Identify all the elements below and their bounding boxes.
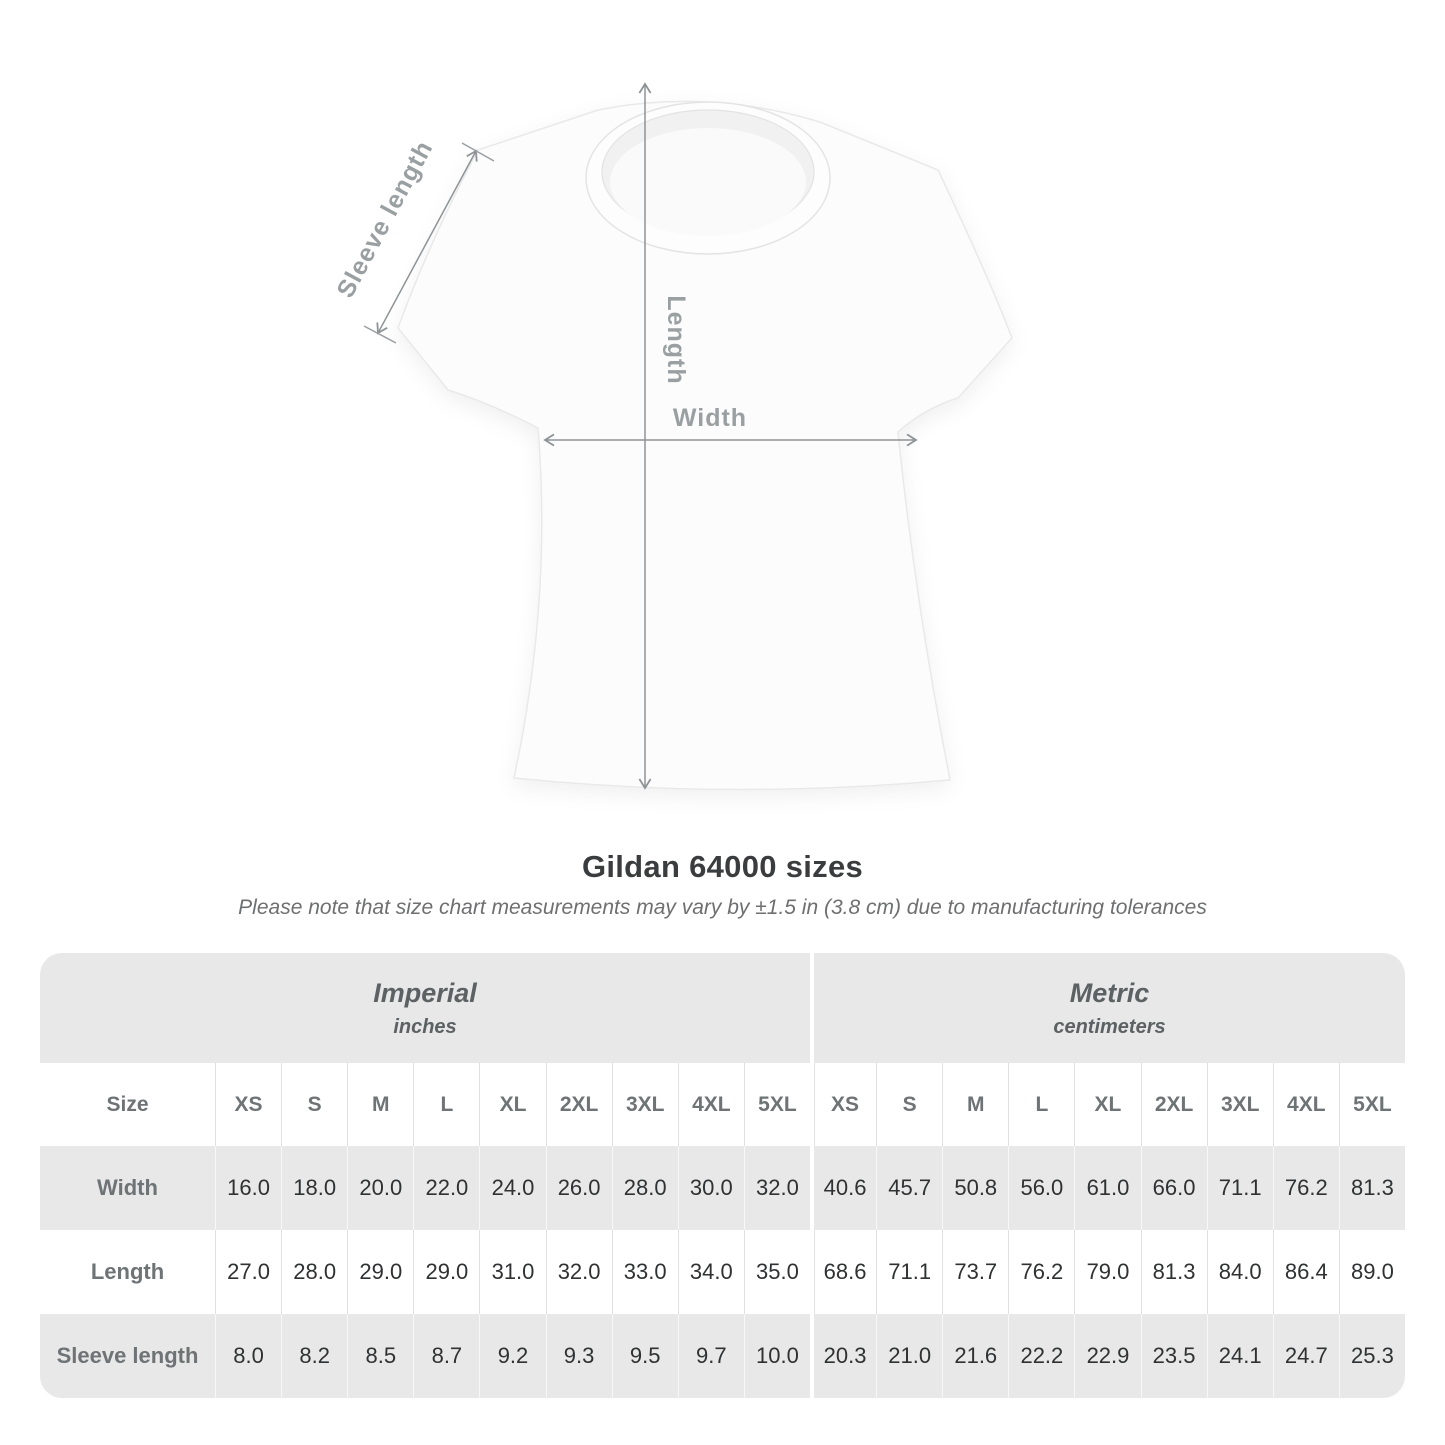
- measure-rows: [40, 1146, 1405, 1398]
- imperial-label: Imperial: [373, 977, 477, 1008]
- cell-sleeve-length-metric-4xl: 24.7: [1273, 1314, 1339, 1398]
- size-col-imperial-l: L: [413, 1063, 479, 1146]
- size-table-container: [40, 953, 1405, 1398]
- cell-width-metric-m: 50.8: [942, 1146, 1008, 1230]
- size-col-imperial-3xl: 3XL: [612, 1063, 678, 1146]
- tolerance-note: Please note that size chart measurements may vary by ±1.5 in (3.8 cm) due to manufacturing tolerances: [238, 896, 1207, 919]
- cell-sleeve-length-metric-m: 21.6: [942, 1314, 1008, 1398]
- cell-width-imperial-xl: 24.0: [479, 1146, 545, 1230]
- cell-sleeve-length-metric-2xl: 23.5: [1141, 1314, 1207, 1398]
- size-col-imperial-s: S: [281, 1063, 347, 1146]
- size-col-metric-2xl: 2XL: [1141, 1063, 1207, 1146]
- cell-width-metric-5xl: 81.3: [1339, 1146, 1405, 1230]
- cell-length-metric-xl: 79.0: [1074, 1230, 1140, 1314]
- cell-length-metric-2xl: 81.3: [1141, 1230, 1207, 1314]
- size-col-metric-xs: XS: [810, 1063, 876, 1146]
- size-col-imperial-m: M: [347, 1063, 413, 1146]
- cell-length-metric-3xl: 84.0: [1207, 1230, 1273, 1314]
- cell-width-metric-xs: 40.6: [810, 1146, 876, 1230]
- cell-length-metric-l: 76.2: [1008, 1230, 1074, 1314]
- cell-length-imperial-xl: 31.0: [479, 1230, 545, 1314]
- cell-width-imperial-m: 20.0: [347, 1146, 413, 1230]
- cell-length-imperial-2xl: 32.0: [546, 1230, 612, 1314]
- imperial-unit: inches: [393, 1015, 457, 1038]
- unit-group-row: [40, 953, 1405, 1063]
- page-title: Gildan 64000 sizes: [581, 849, 864, 884]
- cell-sleeve-length-imperial-l: 8.7: [413, 1314, 479, 1398]
- table-row-sleeve-length: [40, 1314, 1405, 1398]
- tshirt-photo: [398, 101, 1012, 789]
- table-row-length: [40, 1230, 1405, 1314]
- cell-length-imperial-5xl: 35.0: [744, 1230, 810, 1314]
- cell-sleeve-length-imperial-3xl: 9.5: [612, 1314, 678, 1398]
- cell-sleeve-length-metric-5xl: 25.3: [1339, 1314, 1405, 1398]
- cell-length-metric-m: 73.7: [942, 1230, 1008, 1314]
- cell-sleeve-length-metric-xs: 20.3: [810, 1314, 876, 1398]
- cell-width-imperial-s: 18.0: [281, 1146, 347, 1230]
- cell-width-metric-l: 56.0: [1008, 1146, 1074, 1230]
- cell-width-imperial-l: 22.0: [413, 1146, 479, 1230]
- cell-length-imperial-m: 29.0: [347, 1230, 413, 1314]
- cell-sleeve-length-metric-s: 21.0: [876, 1314, 942, 1398]
- cell-sleeve-length-imperial-xl: 9.2: [479, 1314, 545, 1398]
- cell-width-imperial-4xl: 30.0: [678, 1146, 744, 1230]
- size-col-metric-5xl: 5XL: [1339, 1063, 1405, 1146]
- row-label-length: Length: [40, 1230, 215, 1314]
- length-label: Length: [662, 295, 690, 385]
- size-col-metric-xl: XL: [1074, 1063, 1140, 1146]
- cell-length-metric-5xl: 89.0: [1339, 1230, 1405, 1314]
- imperial-group-header: [40, 953, 810, 1063]
- width-label: Width: [672, 404, 748, 432]
- metric-group-header: [810, 953, 1405, 1063]
- cell-length-imperial-xs: 27.0: [215, 1230, 281, 1314]
- cell-sleeve-length-imperial-2xl: 9.3: [546, 1314, 612, 1398]
- cell-length-imperial-4xl: 34.0: [678, 1230, 744, 1314]
- row-label-width: Width: [40, 1146, 215, 1230]
- cell-width-metric-s: 45.7: [876, 1146, 942, 1230]
- cell-length-metric-s: 71.1: [876, 1230, 942, 1314]
- size-table: [40, 953, 1405, 1398]
- size-col-metric-4xl: 4XL: [1273, 1063, 1339, 1146]
- cell-width-metric-4xl: 76.2: [1273, 1146, 1339, 1230]
- cell-length-metric-xs: 68.6: [810, 1230, 876, 1314]
- cell-sleeve-length-imperial-5xl: 10.0: [744, 1314, 810, 1398]
- size-col-imperial-2xl: 2XL: [546, 1063, 612, 1146]
- metric-label: Metric: [1069, 977, 1150, 1008]
- size-col-metric-l: L: [1008, 1063, 1074, 1146]
- sleeve-length-label: Sleeve length: [331, 135, 439, 303]
- size-column-label: Size: [40, 1063, 215, 1146]
- cell-length-imperial-l: 29.0: [413, 1230, 479, 1314]
- cell-length-imperial-s: 28.0: [281, 1230, 347, 1314]
- cell-width-imperial-xs: 16.0: [215, 1146, 281, 1230]
- size-col-imperial-4xl: 4XL: [678, 1063, 744, 1146]
- cell-length-imperial-3xl: 33.0: [612, 1230, 678, 1314]
- cell-sleeve-length-metric-xl: 22.9: [1074, 1314, 1140, 1398]
- size-col-metric-m: M: [942, 1063, 1008, 1146]
- size-col-metric-s: S: [876, 1063, 942, 1146]
- cell-width-imperial-2xl: 26.0: [546, 1146, 612, 1230]
- table-row-width: [40, 1146, 1405, 1230]
- cell-length-metric-4xl: 86.4: [1273, 1230, 1339, 1314]
- cell-sleeve-length-metric-3xl: 24.1: [1207, 1314, 1273, 1398]
- size-header-row: [40, 1063, 1405, 1146]
- cell-sleeve-length-imperial-4xl: 9.7: [678, 1314, 744, 1398]
- cell-width-imperial-5xl: 32.0: [744, 1146, 810, 1230]
- cell-width-imperial-3xl: 28.0: [612, 1146, 678, 1230]
- cell-sleeve-length-imperial-xs: 8.0: [215, 1314, 281, 1398]
- cell-width-metric-xl: 61.0: [1074, 1146, 1140, 1230]
- cell-sleeve-length-imperial-s: 8.2: [281, 1314, 347, 1398]
- size-col-imperial-xl: XL: [479, 1063, 545, 1146]
- size-col-imperial-5xl: 5XL: [744, 1063, 810, 1146]
- size-col-metric-3xl: 3XL: [1207, 1063, 1273, 1146]
- cell-width-metric-2xl: 66.0: [1141, 1146, 1207, 1230]
- metric-unit: centimeters: [1053, 1015, 1166, 1038]
- size-col-imperial-xs: XS: [215, 1063, 281, 1146]
- row-label-sleeve-length: Sleeve length: [40, 1314, 215, 1398]
- cell-width-metric-3xl: 71.1: [1207, 1146, 1273, 1230]
- cell-sleeve-length-metric-l: 22.2: [1008, 1314, 1074, 1398]
- cell-sleeve-length-imperial-m: 8.5: [347, 1314, 413, 1398]
